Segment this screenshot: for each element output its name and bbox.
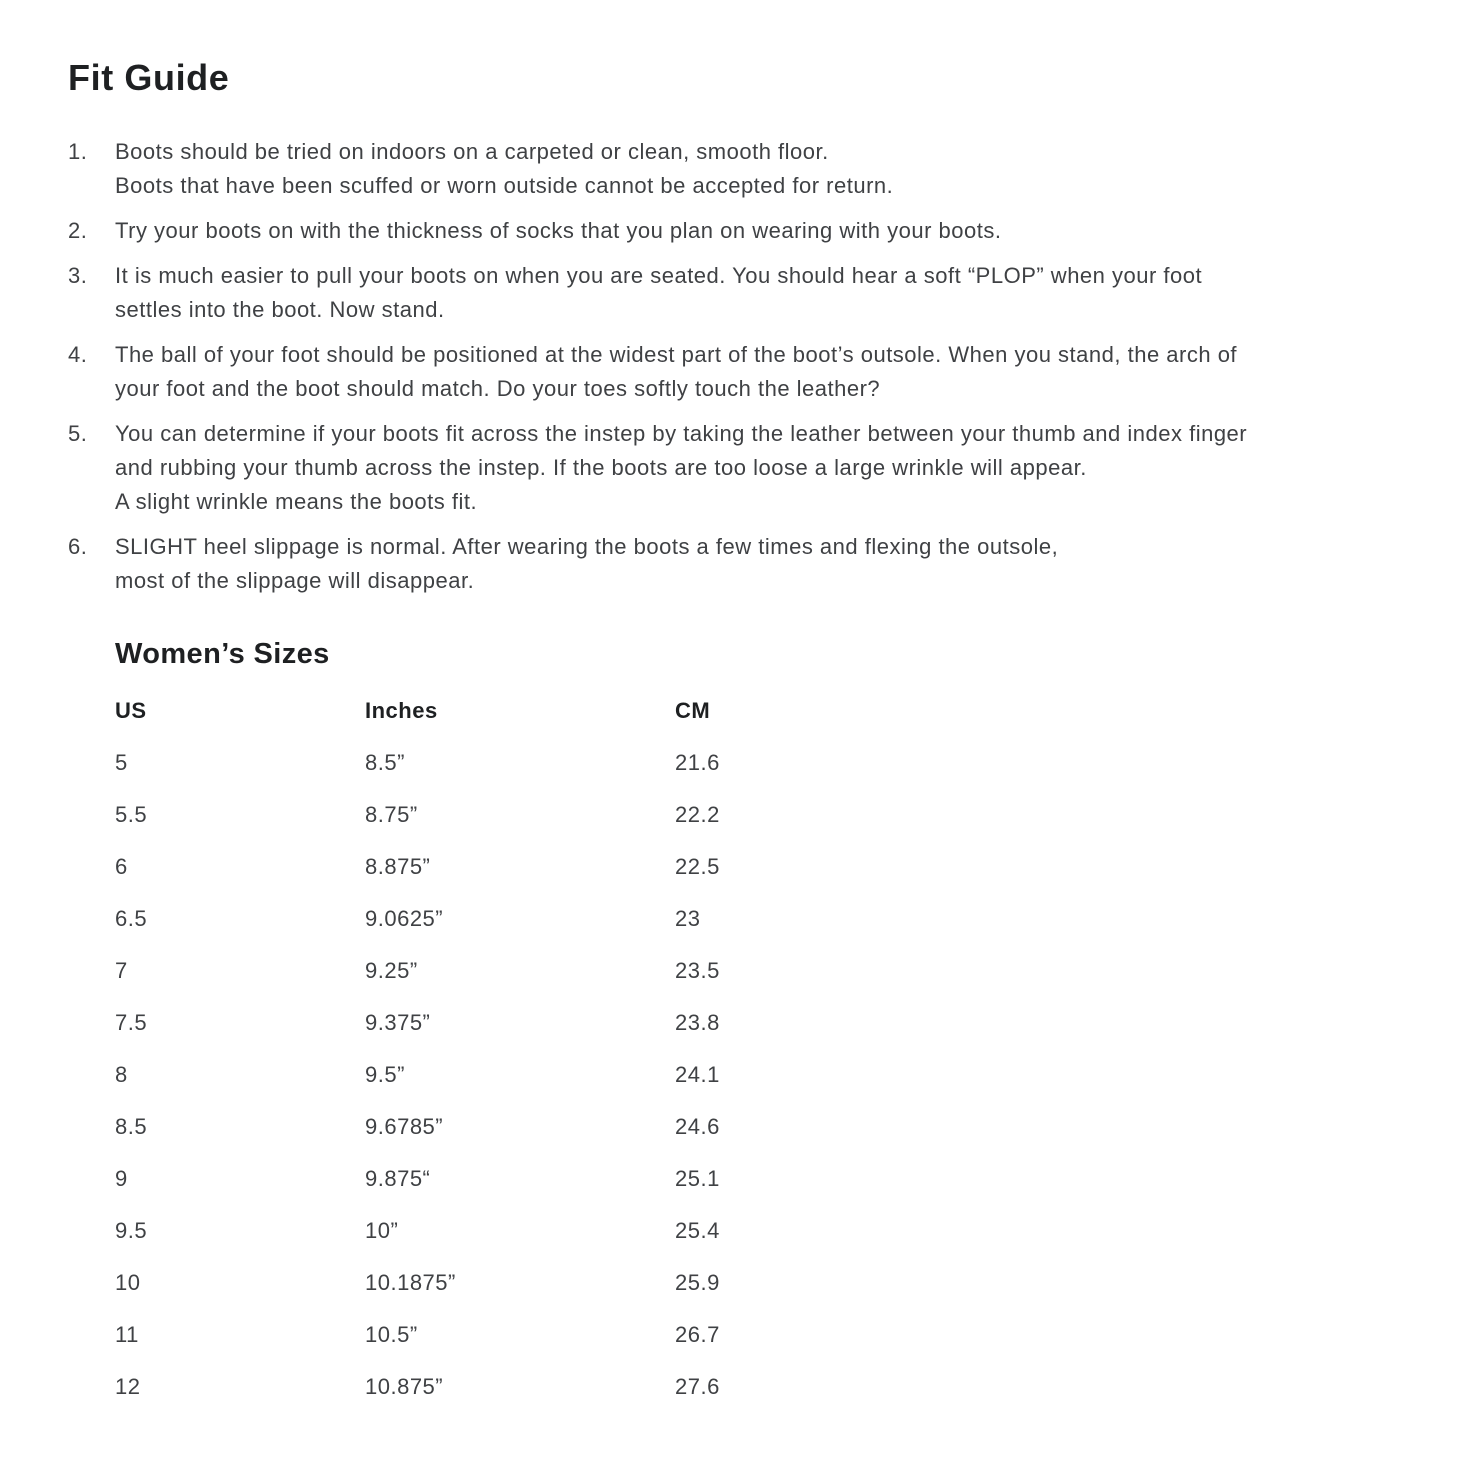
fit-guide-item-5 [68,417,1470,519]
fit-guide-item-4 [68,338,1470,406]
item-text-line: your foot and the boot should match. Do your toes softly touch the leather? [115,376,881,401]
sizes-header-row [115,685,795,737]
page-title: Fit Guide [68,57,230,98]
item-text [115,338,1237,406]
size-cell-us: 10 [115,1270,141,1295]
size-row [115,1309,795,1361]
item-text-line: Try your boots on with the thickness of socks that you plan on wearing with your boots. [115,218,1002,243]
size-row [115,737,795,789]
size-cell-inches: 9.0625” [365,906,444,931]
size-cell-us: 8.5 [115,1114,148,1139]
item-text-line: SLIGHT heel slippage is normal. After wearing the boots a few times and flexing the outsole, [115,534,1059,559]
size-cell-us: 12 [115,1374,141,1399]
size-cell-inches: 10.1875” [365,1270,456,1295]
size-row [115,1361,795,1413]
column-header-us: US [115,698,147,723]
item-text-line: Boots that have been scuffed or worn outside cannot be accepted for return. [115,173,894,198]
size-cell-us: 7.5 [115,1010,148,1035]
column-header-inches: Inches [365,698,438,723]
size-cell-cm: 25.4 [675,1218,720,1243]
item-text-line: most of the slippage will disappear. [115,568,475,593]
size-cell-us: 7 [115,958,128,983]
size-cell-cm: 24.6 [675,1114,720,1139]
size-cell-cm: 23 [675,906,701,931]
size-cell-cm: 22.5 [675,854,720,879]
size-cell-cm: 22.2 [675,802,720,827]
size-cell-inches: 10” [365,1218,399,1243]
size-cell-us: 5 [115,750,128,775]
item-number: 5. [68,421,88,446]
size-cell-cm: 23.8 [675,1010,720,1035]
size-cell-cm: 25.9 [675,1270,720,1295]
size-cell-cm: 21.6 [675,750,720,775]
size-cell-cm: 25.1 [675,1166,720,1191]
sizes-table-head [115,685,795,737]
size-row [115,789,795,841]
item-text [115,135,893,203]
size-cell-inches: 9.375” [365,1010,431,1035]
size-cell-inches: 10.875” [365,1374,444,1399]
item-text-line: The ball of your foot should be positioned at the widest part of the boot’s outsole. When you stand, the arch of [115,342,1238,367]
item-text-line: and rubbing your thumb across the instep. If the boots are too loose a large wrinkle will appear. [115,455,1087,480]
item-text [115,417,1247,519]
size-cell-inches: 8.875” [365,854,431,879]
size-cell-inches: 8.75” [365,802,418,827]
item-text [115,214,1001,248]
size-cell-cm: 23.5 [675,958,720,983]
size-row [115,945,795,997]
size-row [115,841,795,893]
fit-guide-item-2 [68,214,1470,248]
size-cell-inches: 9.5” [365,1062,405,1087]
womens-sizes-heading: Women’s Sizes [115,638,330,670]
womens-sizes-section [115,638,1470,1413]
fit-guide-list [68,135,1470,598]
item-text [115,259,1202,327]
fit-guide-item-6 [68,530,1470,598]
size-row [115,1101,795,1153]
size-row [115,1049,795,1101]
size-cell-us: 9 [115,1166,128,1191]
size-cell-us: 8 [115,1062,128,1087]
size-cell-cm: 26.7 [675,1322,720,1347]
size-cell-us: 6 [115,854,128,879]
item-number: 2. [68,218,88,243]
size-cell-cm: 27.6 [675,1374,720,1399]
size-row [115,1205,795,1257]
fit-guide-item-1 [68,135,1470,203]
size-cell-inches: 9.875“ [365,1166,431,1191]
size-cell-inches: 9.25” [365,958,418,983]
item-text-line: A slight wrinkle means the boots fit. [115,489,478,514]
item-number: 3. [68,263,88,288]
size-row [115,893,795,945]
item-number: 1. [68,139,88,164]
size-cell-us: 6.5 [115,906,148,931]
size-cell-us: 9.5 [115,1218,148,1243]
item-text-line: You can determine if your boots fit across the instep by taking the leather between your thumb and index finger [115,421,1248,446]
size-cell-cm: 24.1 [675,1062,720,1087]
item-text-line: It is much easier to pull your boots on when you are seated. You should hear a soft “PLOP” when your foot [115,263,1203,288]
size-cell-inches: 10.5” [365,1322,418,1347]
size-row [115,997,795,1049]
size-cell-us: 5.5 [115,802,148,827]
item-number: 6. [68,534,88,559]
item-text-line: settles into the boot. Now stand. [115,297,445,322]
sizes-table-body [115,737,795,1413]
fit-guide-item-3 [68,259,1470,327]
item-number: 4. [68,342,88,367]
column-header-cm: CM [675,698,711,723]
size-cell-inches: 8.5” [365,750,405,775]
size-row [115,1153,795,1205]
size-cell-us: 11 [115,1322,139,1347]
size-cell-inches: 9.6785” [365,1114,444,1139]
item-text [115,530,1058,598]
size-row [115,1257,795,1309]
item-text-line: Boots should be tried on indoors on a carpeted or clean, smooth floor. [115,139,829,164]
sizes-table [115,685,795,1413]
